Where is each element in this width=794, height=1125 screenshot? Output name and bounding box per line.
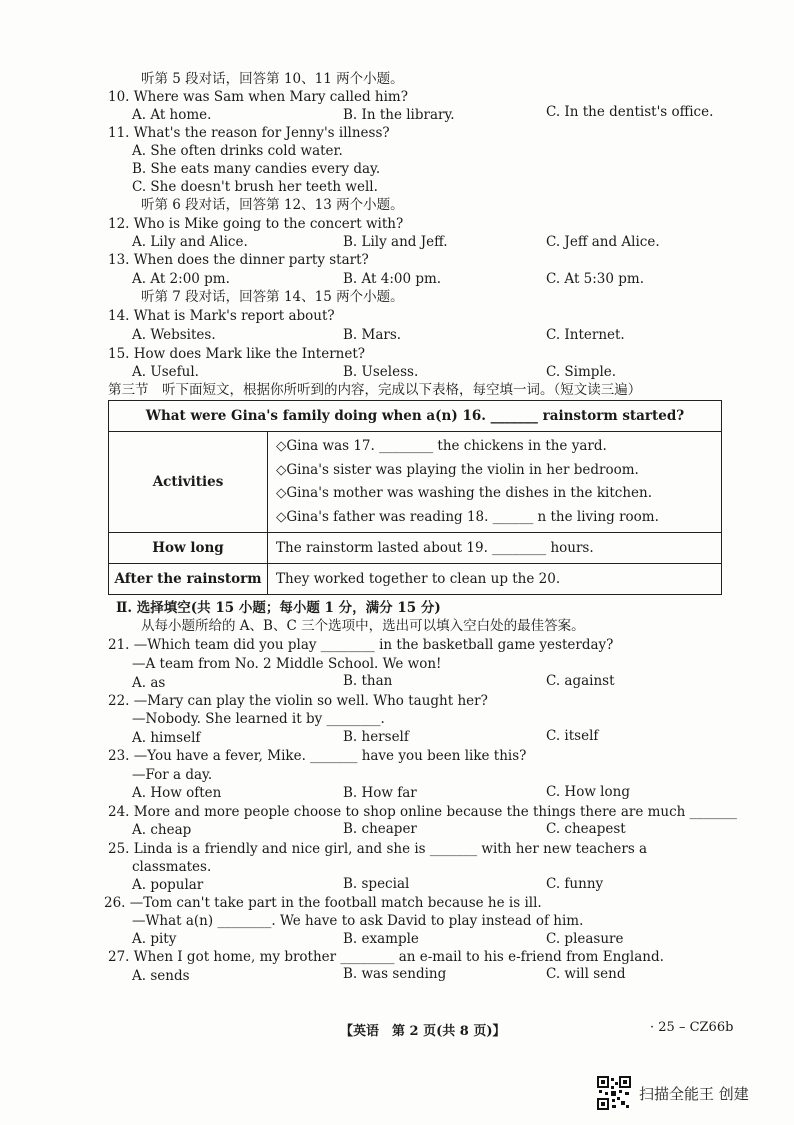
q24-option-a: A. cheap (132, 822, 192, 838)
q10-option-b: B. In the library. (343, 107, 455, 123)
activities-cell (268, 432, 722, 533)
q21-line1: 21. —Which team did you play ________ in the basketball game yesterday? (108, 637, 614, 653)
q24-option-c: C. cheapest (546, 821, 626, 837)
q15-option-a: A. Useful. (132, 364, 199, 380)
q13-option-a: A. At 2:00 pm. (132, 271, 230, 287)
activities-label: Activities (109, 432, 268, 533)
q14-option-a: A. Websites. (132, 327, 216, 343)
q25-option-a: A. popular (132, 877, 204, 893)
q11-option-b: B. She eats many candies every day. (132, 161, 381, 177)
q27-option-b: B. was sending (343, 966, 447, 982)
q22-option-c: C. itself (546, 728, 599, 744)
q27-option-c: C. will send (546, 966, 626, 982)
dialog5-heading: 听第 5 段对话，回答第 10、11 两个小题。 (141, 71, 404, 87)
q24-line1: 24. More and more people choose to shop online because the things there are much _______ (108, 804, 737, 820)
after-label: After the rainstorm (109, 564, 268, 595)
table-header: What were Gina's family doing when a(n) 16. _______ rainstorm started? (109, 401, 722, 432)
q12-option-c: C. Jeff and Alice. (546, 234, 660, 250)
q22-option-b: B. herself (343, 729, 409, 745)
q23-option-b: B. How far (343, 785, 417, 801)
q23-option-c: C. How long (546, 784, 630, 800)
q22-line1: 22. —Mary can play the violin so well. Who taught her? (108, 693, 488, 709)
section3-heading: 第三节 听下面短文，根据你所听到的内容，完成以下表格，每空填一词。（短文读三遍） (108, 382, 642, 398)
q21-option-a: A. as (132, 675, 166, 691)
q13-stem: 13. When does the dinner party start? (108, 252, 369, 268)
part2-instruction: 从每小题所给的 A、B、C 三个选项中，选出可以填入空白处的最佳答案。 (141, 618, 585, 634)
q11-stem: 11. What's the reason for Jenny's illness? (108, 125, 390, 141)
q11-option-c: C. She doesn't brush her teeth well. (132, 179, 378, 195)
page-number-label: 【英语 第 2 页(共 8 页)】 (340, 1024, 506, 1039)
qr-code-icon (597, 1076, 631, 1110)
q12-stem: 12. Who is Mike going to the concert with? (108, 216, 404, 232)
q13-option-c: C. At 5:30 pm. (546, 271, 645, 287)
q26-option-c: C. pleasure (546, 931, 624, 947)
after-text: They worked together to clean up the 20. (268, 564, 722, 595)
q10-option-a: A. At home. (132, 107, 212, 123)
q27-option-a: A. sends (132, 968, 190, 984)
q23-option-a: A. How often (132, 785, 222, 801)
activity-item: ◇Gina's mother was washing the dishes in the kitchen. (276, 485, 652, 501)
q11-option-a: A. She often drinks cold water. (132, 143, 343, 159)
q21-option-b: B. than (343, 673, 393, 689)
exam-code: · 25 – CZ66b (650, 1020, 734, 1035)
q25-option-c: C. funny (546, 876, 604, 892)
activity-item: ◇Gina's sister was playing the violin in her bedroom. (276, 461, 639, 478)
q10-stem: 10. Where was Sam when Mary called him? (108, 89, 408, 105)
q25-line2: classmates. (132, 859, 212, 875)
q22-option-a: A. himself (132, 730, 201, 746)
dialog6-heading: 听第 6 段对话，回答第 12、13 两个小题。 (141, 197, 404, 213)
howlong-text: The rainstorm lasted about 19. ________ hours. (268, 533, 722, 564)
part2-heading: Ⅱ. 选择填空(共 15 小题；每小题 1 分，满分 15 分) (116, 600, 441, 616)
q21-line2: —A team from No. 2 Middle School. We won! (132, 656, 442, 672)
q26-line2: —What a(n) ________. We have to ask David to play instead of him. (132, 913, 584, 929)
q12-option-b: B. Lily and Jeff. (343, 234, 448, 250)
q26-line1: 26. —Tom can't take part in the football match because he is ill. (104, 895, 542, 911)
q23-line2: —For a day. (132, 767, 213, 783)
q10-option-c: C. In the dentist's office. (546, 104, 714, 120)
activity-item: ◇Gina's father was reading 18. ______ n the living room. (276, 508, 659, 525)
q14-option-b: B. Mars. (343, 327, 402, 343)
q13-option-b: B. At 4:00 pm. (343, 271, 442, 287)
howlong-label: How long (109, 533, 268, 564)
q25-option-b: B. special (343, 876, 410, 892)
q14-option-c: C. Internet. (546, 327, 625, 343)
q21-option-c: C. against (546, 673, 615, 689)
q15-option-b: B. Useless. (343, 364, 419, 380)
activity-item: ◇Gina was 17. ________ the chickens in the yard. (276, 438, 607, 454)
q14-stem: 14. What is Mark's report about? (108, 308, 335, 324)
q25-line1: 25. Linda is a friendly and nice girl, and she is _______ with her new teachers a (108, 841, 648, 857)
q24-option-b: B. cheaper (343, 821, 417, 837)
q26-option-a: A. pity (132, 931, 177, 947)
listening-table (108, 400, 722, 595)
q27-line1: 27. When I got home, my brother ________ an e-mail to his e-friend from England. (108, 949, 664, 965)
q15-option-c: C. Simple. (546, 364, 617, 380)
q23-line1: 23. —You have a fever, Mike. _______ have you been like this? (108, 748, 527, 764)
q15-stem: 15. How does Mark like the Internet? (108, 346, 366, 362)
q22-line2: —Nobody. She learned it by ________. (132, 711, 385, 727)
q26-option-b: B. example (343, 931, 419, 947)
q12-option-a: A. Lily and Alice. (132, 234, 248, 250)
watermark-text: 扫描全能王 创建 (639, 1085, 749, 1103)
dialog7-heading: 听第 7 段对话，回答第 14、15 两个小题。 (141, 289, 404, 305)
